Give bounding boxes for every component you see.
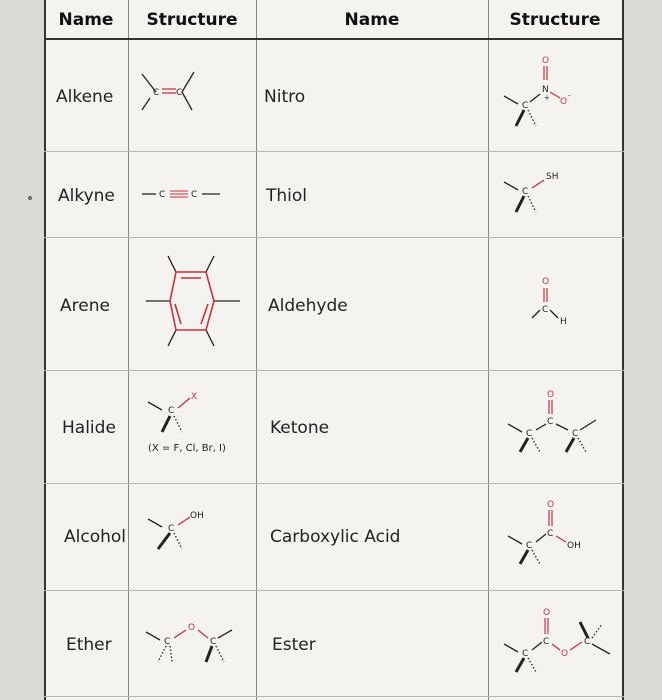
ketone-carbon-1: C [526,429,533,439]
nitro-oxygen-single: O [560,97,568,107]
ether-oxygen: O [188,623,196,633]
header-rule [44,38,624,40]
nitro-nitrogen: N [542,85,549,95]
row-ketone-name: Ketone [270,418,330,438]
margin-dot [28,196,32,200]
alkene-structure [136,58,206,122]
nitro-structure [500,50,600,140]
row-alkyne-name: Alkyne [58,186,115,206]
ester-carbonyl-carbon: C [543,637,550,647]
alkyne-structure [140,182,226,206]
row-thiol-name: Thiol [266,186,308,206]
halide-caption: (X = F, Cl, Br, I) [148,443,226,454]
alcohol-structure [146,505,216,555]
aldehyde-structure [532,272,602,332]
alcohol-carbon: C [168,524,175,534]
header-name-left: Name [58,10,114,30]
header-name-right: Name [344,10,400,30]
aldehyde-hydrogen: H [560,317,567,327]
aldehyde-carbon: C [542,305,549,315]
column-divider-2 [256,0,257,700]
nitro-carbon: C [522,101,529,111]
arene-structure [142,254,252,354]
row-divider-5 [44,590,624,591]
acid-oxygen: O [547,500,555,510]
ester-oxygen-bridge: O [561,649,569,659]
thiol-carbon: C [522,187,529,197]
alkyne-carbon-2: C [191,190,198,200]
ester-structure [502,604,618,676]
ketone-oxygen: O [547,390,555,400]
acid-carbon: C [526,541,533,551]
thiol-sh: SH [546,172,559,182]
alkyne-carbon-1: C [159,190,166,200]
halide-x: X [191,392,198,402]
header-structure-right: Structure [509,10,601,30]
ester-carbon-2: C [584,637,591,647]
functional-groups-table [44,0,624,700]
ether-structure [142,618,252,668]
row-alkene-name: Alkene [56,87,114,107]
nitro-minus: - [568,92,571,100]
table-border-right [622,0,624,700]
column-divider-1 [128,0,129,700]
row-aldehyde-name: Aldehyde [268,296,348,316]
aldehyde-oxygen: O [542,277,550,287]
row-carboxylic-acid-name: Carboxylic Acid [270,527,401,547]
acid-carbonyl-carbon: C [547,529,554,539]
ketone-carbon-carbonyl: C [547,417,554,427]
column-divider-3 [488,0,489,700]
ketone-structure [506,388,616,458]
carboxylic-acid-structure [506,496,616,568]
alcohol-oh: OH [190,511,204,521]
table-border-left [44,0,46,700]
ester-carbon-1: C [522,649,529,659]
alkene-carbon-1: C [153,88,160,98]
halide-carbon: C [168,406,175,416]
halide-structure [146,388,216,438]
alkene-carbon-2: C [176,88,183,98]
row-arene-name: Arene [60,296,110,316]
ether-carbon-2: C [210,637,217,647]
ester-oxygen-carbonyl: O [543,608,551,618]
row-divider-6 [44,696,624,697]
row-ether-name: Ether [66,635,112,655]
row-alcohol-name: Alcohol [64,527,126,547]
ketone-carbon-2: C [572,429,579,439]
row-halide-name: Halide [62,418,116,438]
row-divider-3 [44,370,624,371]
row-nitro-name: Nitro [264,87,306,107]
thiol-structure [500,166,600,216]
nitro-plus: + [544,94,550,102]
row-divider-4 [44,483,624,484]
row-divider-2 [44,237,624,238]
ether-carbon-1: C [164,637,171,647]
row-divider-1 [44,151,624,152]
header-structure-left: Structure [146,10,238,30]
row-ester-name: Ester [272,635,316,655]
nitro-oxygen-double: O [542,56,550,66]
acid-oh: OH [567,541,581,551]
